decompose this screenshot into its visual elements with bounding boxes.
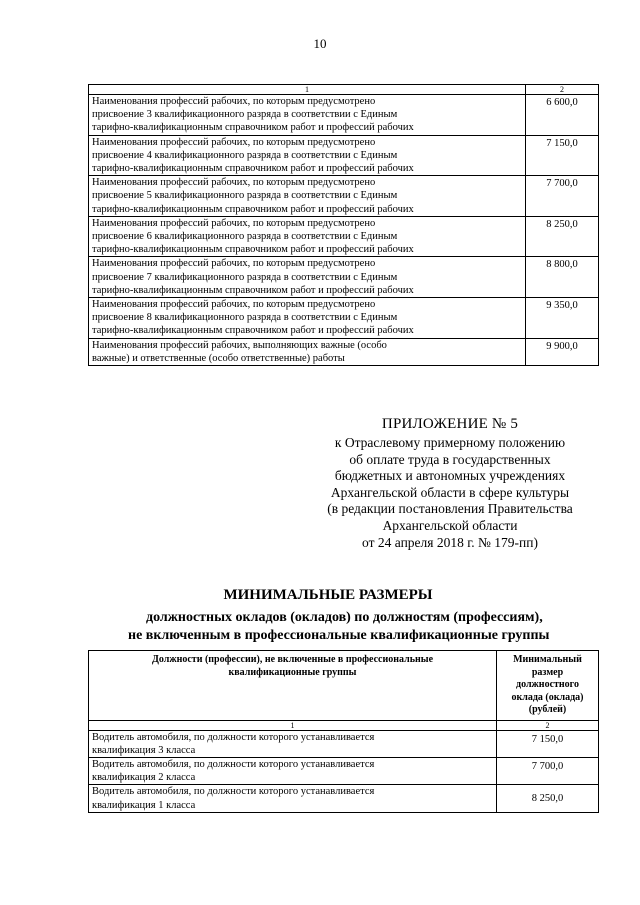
cell-line: квалификация 1 класса [92,799,196,811]
header-line: Минимальный [513,654,582,665]
appendix-line: об оплате труда в государственных [349,451,551,467]
cell-line: Наименования профессий рабочих, по которым предусмотрено [92,258,376,270]
table-row [89,176,599,217]
profession-cell [89,338,526,365]
cell-line: Наименования профессий рабочих, выполняющих важные (особо [92,339,387,351]
profession-cell [89,176,526,217]
appendix-block [300,415,600,551]
cell-line: присвоение 3 квалификационного разряда в соответствии с Единым [92,109,398,121]
appendix-line: от 24 апреля 2018 г. № 179-пп) [362,534,538,550]
table-row [89,257,599,298]
salary-cell: 7 700,0 [526,176,599,217]
cell-line: Наименования профессий рабочих, по которым предусмотрено [92,96,376,107]
table-row [89,757,599,784]
table-index-row [89,85,599,95]
heading-title: МИНИМАЛЬНЫЕ РАЗМЕРЫ [223,587,433,603]
column-index-1: 1 [89,720,497,730]
cell-line: тарифно-квалификационным справочником работ и профессий рабочих [92,325,414,337]
cell-line: Наименования профессий рабочих, по которым предусмотрено [92,217,376,229]
section-heading [88,585,640,645]
cell-line: тарифно-квалификационным справочником работ и профессий рабочих [92,163,414,175]
salary-cell: 7 150,0 [497,730,599,757]
table-row [89,298,599,339]
table-row [89,135,599,176]
table-index-row [89,720,599,730]
table-row [89,95,599,136]
profession-cell [89,257,526,298]
profession-cell [89,95,526,136]
salary-cell: 8 250,0 [497,785,599,812]
header-line: оклада (оклада) [511,691,584,703]
cell-line: присвоение 6 квалификационного разряда в соответствии с Единым [92,231,398,243]
table-row [89,785,599,812]
appendix-line: (в редакции постановления Правительства [327,501,573,517]
header-line: (рублей) [528,704,567,715]
cell-line: Наименования профессий рабочих, по которым предусмотрено [92,136,376,148]
cell-line: присвоение 7 квалификационного разряда в соответствии с Единым [92,271,398,283]
cell-line: тарифно-квалификационным справочником работ и профессий рабочих [92,122,414,134]
position-cell [89,757,497,784]
salary-cell: 8 800,0 [526,257,599,298]
position-cell [89,785,497,812]
cell-line: Водитель автомобиля, по должности которого устанавливается [92,758,375,770]
cell-line: тарифно-квалификационным справочником работ и профессий рабочих [92,203,414,215]
cell-line: важные) и ответственные (особо ответственные) работы [92,352,345,364]
cell-line: Наименования профессий рабочих, по которым предусмотрено [92,299,376,311]
cell-line: Водитель автомобиля, по должности которого устанавливается [92,731,375,743]
cell-line: присвоение 8 квалификационного разряда в соответствии с Единым [92,312,398,324]
heading-subtitle-line-2: не включенным в профессиональные квалификационные группы [128,628,550,643]
column-index-2: 2 [497,720,599,730]
position-cell [89,730,497,757]
table-row [89,216,599,257]
appendix-line: Архангельской области в сфере культуры [330,484,570,500]
cell-line: присвоение 4 квалификационного разряда в соответствии с Единым [92,149,398,161]
cell-line: присвоение 5 квалификационного разряда в соответствии с Единым [92,190,398,202]
salary-cell: 7 150,0 [526,135,599,176]
salary-cell: 9 900,0 [526,338,599,365]
profession-cell [89,216,526,257]
cell-line: тарифно-квалификационным справочником работ и профессий рабочих [92,244,414,256]
profession-cell [89,298,526,339]
cell-line: Водитель автомобиля, по должности которого устанавливается [92,786,375,798]
cell-line: тарифно-квалификационным справочником работ и профессий рабочих [92,284,414,296]
salary-cell: 9 350,0 [526,298,599,339]
column-index-1: 1 [89,85,526,95]
table-row [89,730,599,757]
header-line: Должности (профессии), не включенные в профессиональные [151,654,434,665]
salary-cell: 8 250,0 [526,216,599,257]
cell-line: Наименования профессий рабочих, по которым предусмотрено [92,177,376,189]
appendix-line: бюджетных и автономных учреждениях [334,468,566,484]
header-line: должностного [516,679,579,690]
salary-cell: 6 600,0 [526,95,599,136]
salary-cell: 7 700,0 [497,757,599,784]
wage-table-workers [88,84,599,366]
appendix-title: ПРИЛОЖЕНИЕ № 5 [381,416,519,432]
cell-line: квалификация 3 класса [92,744,196,756]
header-line: квалификационные группы [228,666,357,678]
wage-table-positions [88,650,599,813]
profession-cell [89,135,526,176]
header-salary-column [497,651,599,721]
header-line: размер [531,666,564,678]
cell-line: квалификация 2 класса [92,772,196,784]
header-position-column [89,651,497,721]
appendix-line: Архангельской области [382,517,518,533]
table-header-row [89,651,599,721]
page-number: 10 [313,36,327,51]
column-index-2: 2 [526,85,599,95]
appendix-line: к Отраслевому примерному положению [334,435,566,450]
table-row [89,338,599,365]
heading-subtitle-line-1: должностных окладов (окладов) по должностям (профессиям), [146,610,543,625]
